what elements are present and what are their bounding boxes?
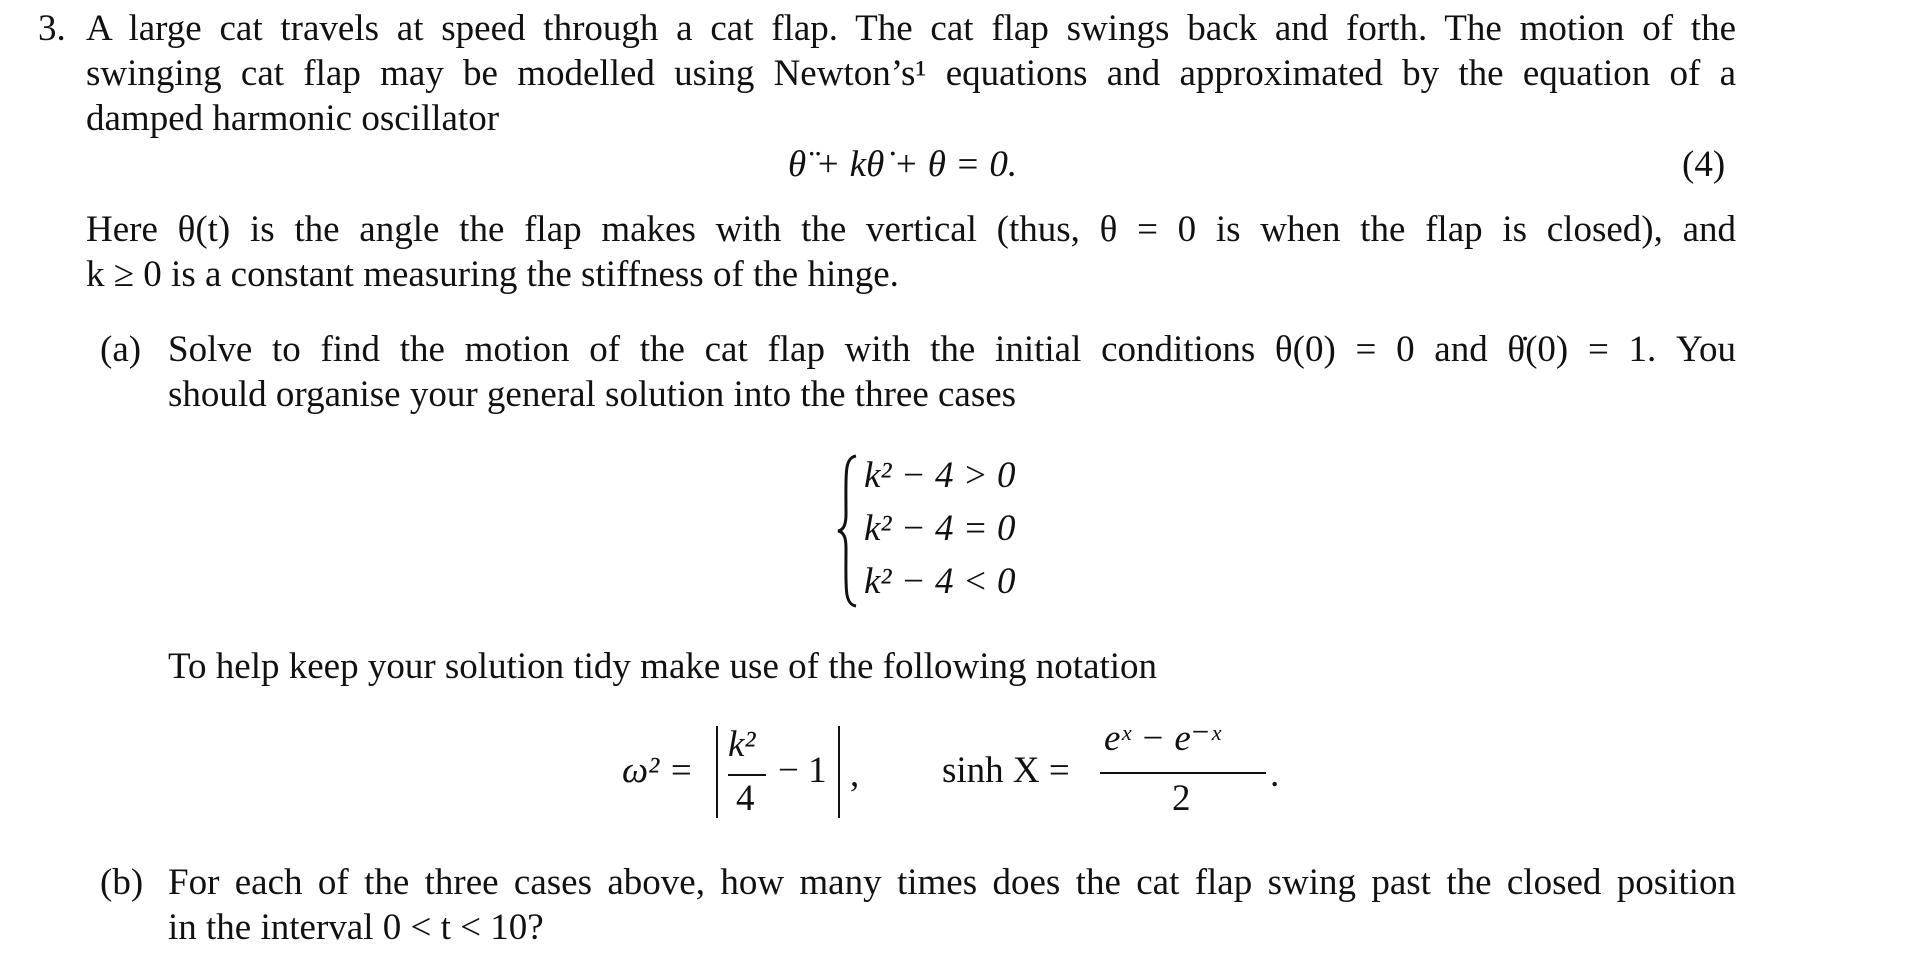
period: .	[1270, 754, 1280, 795]
part-b-line-1: For each of the three cases above, how many times does the cat flap swing past the closed position	[168, 862, 1736, 903]
case-3: k² − 4 < 0	[864, 561, 1016, 602]
abs-bar-left	[716, 726, 718, 818]
intro-line-2: swinging cat flap may be modelled using Newton’s¹ equations and approximated by the equation of a	[86, 53, 1736, 94]
part-a-line-1: Solve to find the motion of the cat flap with the initial conditions θ(0) = 0 and θ̇(0) = 1. You	[168, 329, 1736, 370]
intro-line-3: damped harmonic oscillator	[86, 98, 500, 139]
frac2-denominator: 2	[1172, 778, 1191, 819]
comma: ,	[850, 754, 860, 795]
part-a-label: (a)	[100, 329, 142, 370]
intro-line-1: A large cat travels at speed through a cat flap. The cat flap swings back and forth. The motion of the	[86, 8, 1736, 49]
frac2-numerator: eˣ − e⁻ˣ	[1104, 718, 1221, 759]
minus-one: − 1	[778, 750, 827, 791]
notation-intro: To help keep your solution tidy make use of the following notation	[168, 646, 1158, 687]
case-2: k² − 4 = 0	[864, 508, 1016, 549]
equation-number: (4)	[1682, 144, 1726, 185]
frac1-numerator: k²	[728, 724, 756, 765]
here-line-2: k ≥ 0 is a constant measuring the stiffness of the hinge.	[86, 254, 899, 295]
here-line-1: Here θ(t) is the angle the flap makes with the vertical (thus, θ = 0 is when the flap is closed), and	[86, 209, 1736, 250]
case-1: k² − 4 > 0	[864, 455, 1016, 496]
frac2-line	[1100, 772, 1266, 774]
abs-bar-right	[838, 726, 840, 818]
part-b-line-2: in the interval 0 < t < 10?	[168, 907, 544, 948]
oscillator-equation: θ̈ + kθ̇ + θ = 0.	[788, 144, 1018, 185]
frac1-denominator: 4	[736, 778, 755, 819]
part-a-line-2: should organise your general solution into the three cases	[168, 374, 1017, 415]
question-number: 3.	[38, 8, 66, 49]
cases-brace	[836, 454, 858, 608]
sinh-lhs: sinh X =	[942, 750, 1070, 791]
omega-lhs: ω² =	[622, 750, 694, 791]
part-b-label: (b)	[100, 862, 144, 903]
